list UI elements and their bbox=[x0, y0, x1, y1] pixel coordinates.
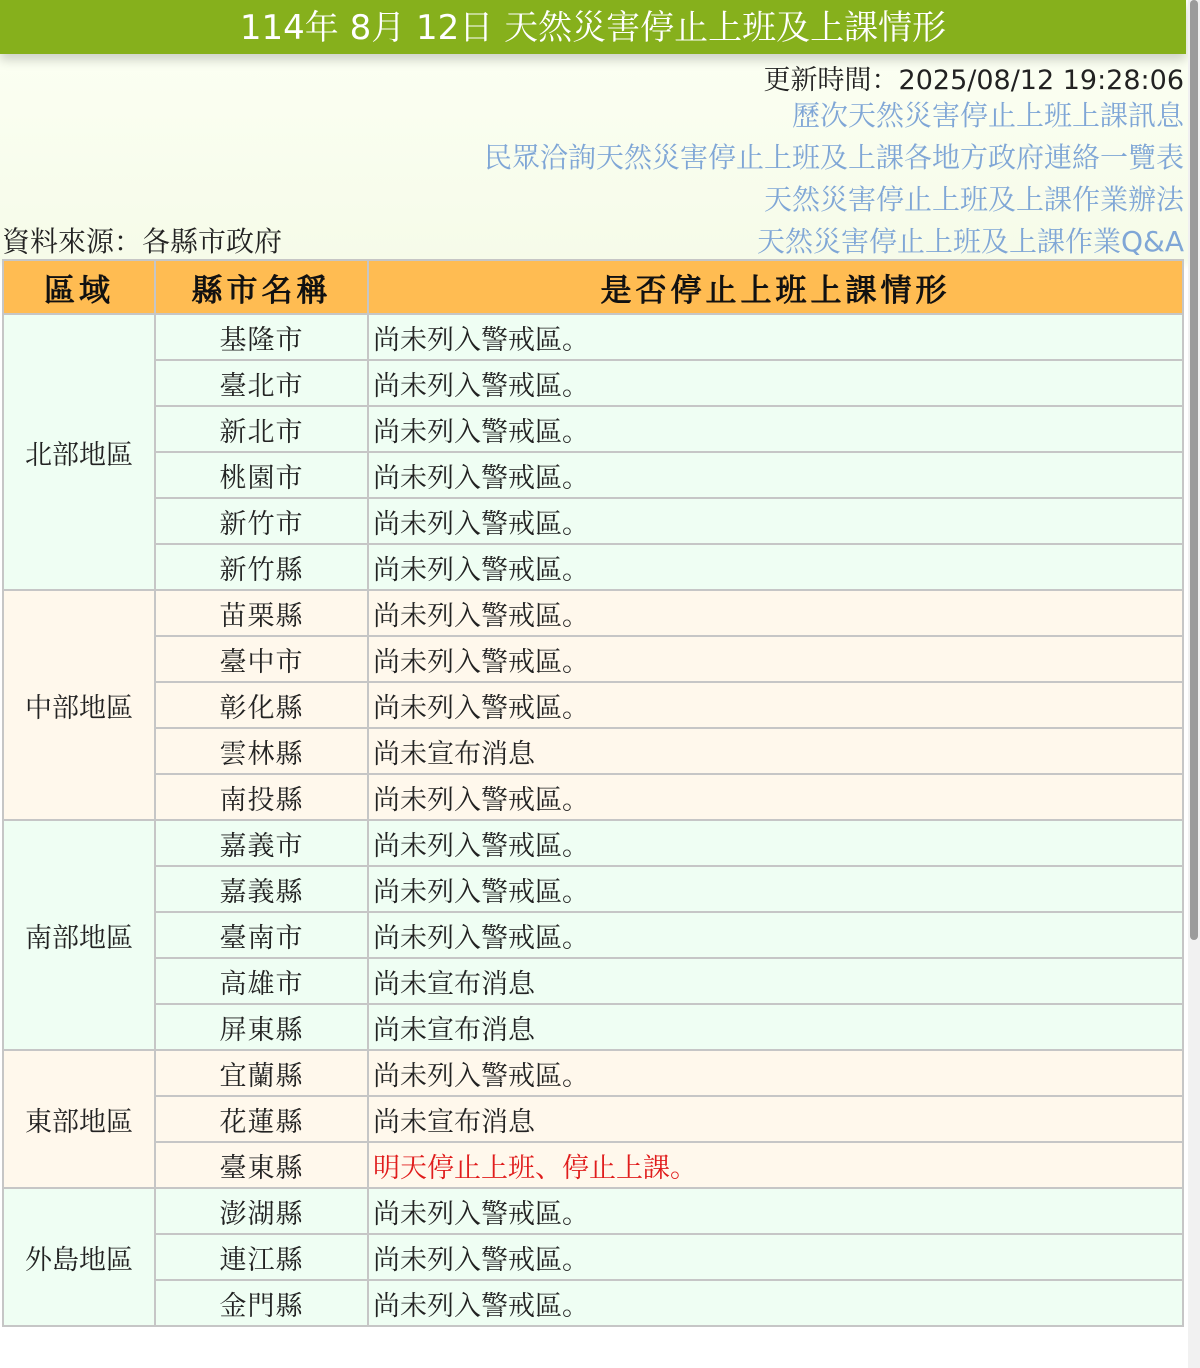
city-cell: 澎湖縣 bbox=[155, 1188, 368, 1234]
city-cell: 嘉義市 bbox=[155, 820, 368, 866]
city-cell: 苗栗縣 bbox=[155, 590, 368, 636]
table-row bbox=[3, 1004, 1183, 1050]
page-title-bar bbox=[0, 0, 1186, 54]
table-row bbox=[3, 452, 1183, 498]
city-cell: 彰化縣 bbox=[155, 682, 368, 728]
status-cell: 尚未列入警戒區。 bbox=[368, 1188, 1183, 1234]
info-area bbox=[0, 56, 1186, 256]
city-cell: 花蓮縣 bbox=[155, 1096, 368, 1142]
column-header-city: 縣市名稱 bbox=[155, 260, 368, 314]
link-history[interactable]: 歷次天然災害停止上班上課訊息 bbox=[791, 99, 1184, 132]
status-cell: 尚未列入警戒區。 bbox=[368, 682, 1183, 728]
table-row bbox=[3, 728, 1183, 774]
status-cell: 尚未宣布消息 bbox=[368, 958, 1183, 1004]
status-cell: 尚未列入警戒區。 bbox=[368, 820, 1183, 866]
link-regulations[interactable]: 天然災害停止上班及上課作業辦法 bbox=[763, 183, 1184, 216]
city-cell: 臺東縣 bbox=[155, 1142, 368, 1188]
table-row bbox=[3, 1188, 1183, 1234]
table-row bbox=[3, 498, 1183, 544]
status-cell-alert: 明天停止上班、停止上課。 bbox=[368, 1142, 1183, 1188]
status-cell: 尚未列入警戒區。 bbox=[368, 360, 1183, 406]
table-row bbox=[3, 590, 1183, 636]
city-cell: 新竹縣 bbox=[155, 544, 368, 590]
status-cell: 尚未列入警戒區。 bbox=[368, 498, 1183, 544]
city-cell: 雲林縣 bbox=[155, 728, 368, 774]
vertical-scrollbar[interactable] bbox=[1188, 0, 1200, 1368]
status-cell: 尚未列入警戒區。 bbox=[368, 866, 1183, 912]
city-cell: 金門縣 bbox=[155, 1280, 368, 1326]
city-cell: 臺北市 bbox=[155, 360, 368, 406]
city-cell: 高雄市 bbox=[155, 958, 368, 1004]
table-row bbox=[3, 1234, 1183, 1280]
status-cell: 尚未列入警戒區。 bbox=[368, 636, 1183, 682]
link-faq[interactable]: 天然災害停止上班及上課作業Q&A bbox=[756, 225, 1184, 258]
status-cell: 尚未宣布消息 bbox=[368, 1096, 1183, 1142]
status-table bbox=[2, 259, 1184, 1327]
table-row bbox=[3, 912, 1183, 958]
status-cell: 尚未列入警戒區。 bbox=[368, 1280, 1183, 1326]
city-cell: 屏東縣 bbox=[155, 1004, 368, 1050]
status-cell: 尚未列入警戒區。 bbox=[368, 590, 1183, 636]
scrollbar-thumb[interactable] bbox=[1190, 0, 1198, 940]
table-row bbox=[3, 682, 1183, 728]
status-cell: 尚未列入警戒區。 bbox=[368, 774, 1183, 820]
table-row bbox=[3, 958, 1183, 1004]
region-cell: 北部地區 bbox=[3, 314, 155, 590]
table-row bbox=[3, 406, 1183, 452]
city-cell: 南投縣 bbox=[155, 774, 368, 820]
column-header-status: 是否停止上班上課情形 bbox=[368, 260, 1183, 314]
table-row bbox=[3, 1142, 1183, 1188]
region-cell: 東部地區 bbox=[3, 1050, 155, 1188]
status-cell: 尚未列入警戒區。 bbox=[368, 452, 1183, 498]
table-row bbox=[3, 360, 1183, 406]
link-contact-list[interactable]: 民眾洽詢天然災害停止上班及上課各地方政府連絡一覽表 bbox=[483, 141, 1184, 174]
page-title: 114年 8月 12日 天然災害停止上班及上課情形 bbox=[239, 8, 947, 48]
status-cell: 尚未列入警戒區。 bbox=[368, 544, 1183, 590]
table-row bbox=[3, 866, 1183, 912]
status-cell: 尚未列入警戒區。 bbox=[368, 912, 1183, 958]
city-cell: 連江縣 bbox=[155, 1234, 368, 1280]
region-cell: 中部地區 bbox=[3, 590, 155, 820]
region-cell: 外島地區 bbox=[3, 1188, 155, 1326]
table-row bbox=[3, 636, 1183, 682]
city-cell: 臺南市 bbox=[155, 912, 368, 958]
table-body bbox=[3, 314, 1183, 1326]
data-source: 資料來源：各縣市政府 bbox=[2, 225, 283, 258]
status-cell: 尚未宣布消息 bbox=[368, 728, 1183, 774]
update-time: 更新時間：2025/08/12 19:28:06 bbox=[763, 65, 1184, 96]
city-cell: 新竹市 bbox=[155, 498, 368, 544]
table-row bbox=[3, 774, 1183, 820]
city-cell: 基隆市 bbox=[155, 314, 368, 360]
table-row bbox=[3, 1280, 1183, 1326]
status-cell: 尚未列入警戒區。 bbox=[368, 406, 1183, 452]
region-cell: 南部地區 bbox=[3, 820, 155, 1050]
status-cell: 尚未列入警戒區。 bbox=[368, 314, 1183, 360]
table-row bbox=[3, 544, 1183, 590]
city-cell: 桃園市 bbox=[155, 452, 368, 498]
city-cell: 臺中市 bbox=[155, 636, 368, 682]
status-cell: 尚未列入警戒區。 bbox=[368, 1234, 1183, 1280]
table-row bbox=[3, 314, 1183, 360]
table-row bbox=[3, 1050, 1183, 1096]
city-cell: 嘉義縣 bbox=[155, 866, 368, 912]
status-cell: 尚未宣布消息 bbox=[368, 1004, 1183, 1050]
table-row bbox=[3, 1096, 1183, 1142]
column-header-region: 區域 bbox=[3, 260, 155, 314]
city-cell: 新北市 bbox=[155, 406, 368, 452]
table-row bbox=[3, 820, 1183, 866]
status-cell: 尚未列入警戒區。 bbox=[368, 1050, 1183, 1096]
city-cell: 宜蘭縣 bbox=[155, 1050, 368, 1096]
table-header-row bbox=[3, 260, 1183, 314]
